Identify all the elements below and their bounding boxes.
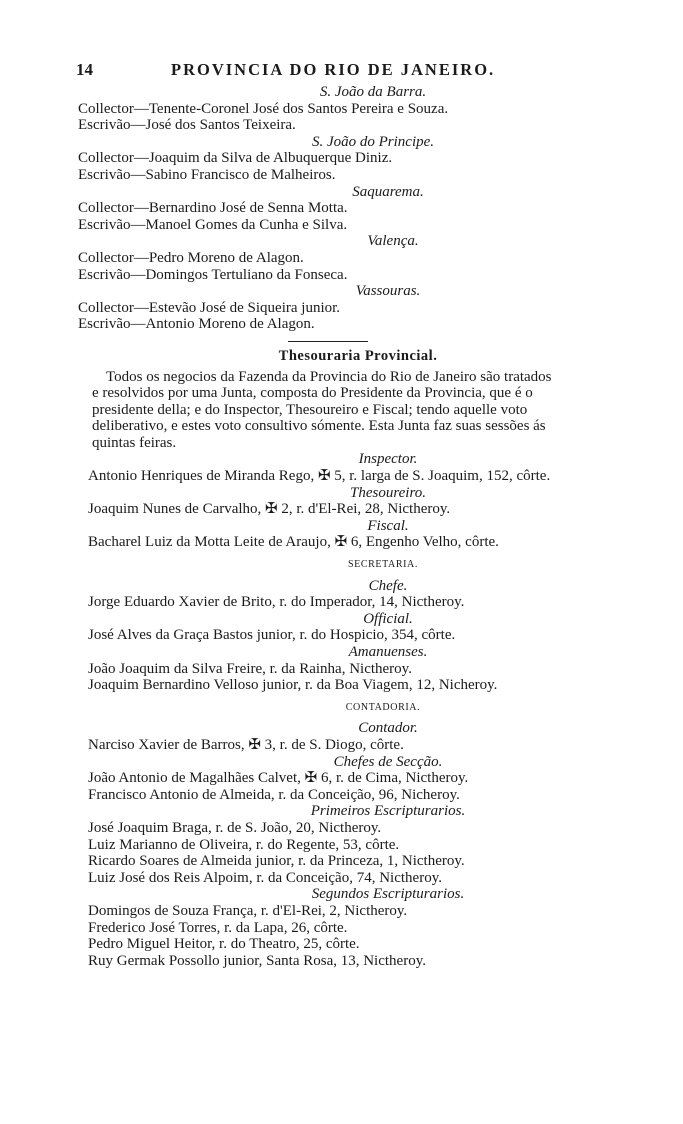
escrivao-line: Escrivão—Antonio Moreno de Alagon. — [78, 316, 315, 333]
escrivao-line: Escrivão—Manoel Gomes da Cunha e Silva. — [78, 216, 348, 233]
escrivao-line: Escrivão—Domingos Tertuliano da Fonseca. — [78, 266, 348, 283]
staff-line: Narciso Xavier de Barros, ✠ 3, r. de S. Diogo, côrte. — [88, 736, 404, 753]
paragraph-line: quintas feiras. — [92, 434, 177, 451]
staff-line: Frederico José Torres, r. da Lapa, 26, côrte. — [88, 919, 348, 936]
place-heading: S. João da Barra. — [319, 84, 427, 100]
section-title-secretaria: SECRETARIA. — [348, 559, 418, 571]
staff-line: José Joaquim Braga, r. de S. João, 20, Nictheroy. — [88, 819, 382, 836]
staff-line: Domingos de Souza França, r. d'El-Rei, 2, Nictheroy. — [88, 902, 408, 919]
group-heading: Amanuenses. — [348, 644, 428, 660]
paragraph-line: presidente della; e do Inspector, Thesoureiro e Fiscal; tendo aquelle voto — [92, 401, 528, 418]
staff-line: Luiz José dos Reis Alpoim, r. da Conceição, 74, Nictheroy. — [88, 869, 442, 886]
collector-line: Collector—Bernardino José de Senna Motta. — [78, 200, 348, 217]
officer-line: Joaquim Nunes de Carvalho, ✠ 2, r. d'El-Rei, 28, Nictheroy. — [88, 501, 451, 518]
escrivao-line: Escrivão—José dos Santos Teixeira. — [78, 117, 296, 134]
staff-line: João Joaquim da Silva Freire, r. da Rainha, Nictheroy. — [88, 660, 412, 677]
group-heading: Segundos Escripturarios. — [311, 886, 465, 903]
place-heading: Saquarema. — [352, 183, 424, 200]
group-heading: Chefe. — [368, 577, 408, 594]
place-heading: Vassouras. — [355, 283, 421, 300]
collector-line: Collector—Tenente-Coronel José dos Santos Pereira e Souza. — [78, 100, 449, 117]
page — [78, 62, 598, 969]
collectoria-valenca — [78, 233, 598, 283]
staff-line: José Alves da Graça Bastos junior, r. do Hospicio, 354, côrte. — [88, 627, 456, 644]
officer-line: Antonio Henriques de Miranda Rego, ✠ 5, r. larga de S. Joaquim, 152, côrte. — [88, 468, 551, 485]
collectoria-saquarema — [78, 184, 598, 234]
place-heading: S. João do Principe. — [311, 133, 435, 150]
page-number: 14 — [76, 60, 93, 79]
page-header — [78, 62, 598, 84]
collector-line: Collector—Estevão José de Siqueira junior. — [78, 299, 341, 316]
thesouraria-paragraph — [78, 369, 603, 452]
collector-line: Collector—Joaquim da Silva de Albuquerque Diniz. — [78, 150, 393, 167]
section-title-contadoria: CONTADORIA. — [345, 701, 421, 713]
group-heading: Primeiros Escripturarios. — [310, 803, 466, 820]
staff-line: Ricardo Soares de Almeida junior, r. da Princeza, 1, Nictheroy. — [88, 853, 465, 870]
staff-line: João Antonio de Magalhães Calvet, ✠ 6, r. de Cima, Nictheroy. — [88, 770, 469, 787]
officer-heading: Inspector. — [358, 451, 418, 468]
place-heading: Valença. — [367, 233, 419, 250]
staff-line: Jorge Eduardo Xavier de Brito, r. do Imperador, 14, Nictheroy. — [88, 594, 465, 611]
collectoria-vassouras — [78, 283, 598, 333]
staff-line: Joaquim Bernardino Velloso junior, r. da Boa Viagem, 12, Nicheroy. — [88, 677, 498, 694]
collectoria-sao-joao-da-barra — [78, 84, 598, 134]
staff-line: Francisco Antonio de Almeida, r. da Conceição, 96, Nicheroy. — [88, 786, 460, 803]
escrivao-line: Escrivão—Sabino Francisco de Malheiros. — [78, 166, 336, 183]
officer-heading: Thesoureiro. — [350, 484, 426, 501]
collector-line: Collector—Pedro Moreno de Alagon. — [78, 249, 304, 266]
staff-line: Pedro Miguel Heitor, r. do Theatro, 25, côrte. — [88, 936, 360, 953]
group-heading: Contador. — [358, 720, 418, 737]
group-heading: Chefes de Secção. — [333, 753, 443, 770]
paragraph-line: Todos os negocios da Fazenda da Provincia do Rio de Janeiro são tratados — [106, 368, 552, 385]
officer-line: Bacharel Luiz da Motta Leite de Araujo, ✠ 6, Engenho Velho, côrte. — [88, 534, 499, 551]
officer-heading: Fiscal. — [367, 517, 409, 534]
staff-line: Ruy Germak Possollo junior, Santa Rosa, 13, Nictheroy. — [88, 952, 426, 969]
thesouraria-officers — [88, 451, 598, 551]
contadoria-staff — [88, 720, 598, 969]
section-divider — [288, 341, 368, 342]
collectoria-sao-joao-do-principe — [78, 134, 598, 184]
running-title: PROVINCIA DO RIO DE JANEIRO. — [171, 60, 496, 79]
secretaria-staff — [88, 578, 598, 694]
paragraph-line: deliberativo, e estes voto consultivo sómente. Esta Junta faz suas sessões ás — [92, 418, 546, 435]
group-heading: Official. — [363, 610, 413, 627]
staff-line: Luiz Marianno de Oliveira, r. do Regente, 53, côrte. — [88, 836, 400, 853]
paragraph-line: e resolvidos por uma Junta, composta do Presidente da Provincia, que é o — [92, 385, 533, 402]
section-title-thesouraria: Thesouraria Provincial. — [278, 347, 438, 364]
